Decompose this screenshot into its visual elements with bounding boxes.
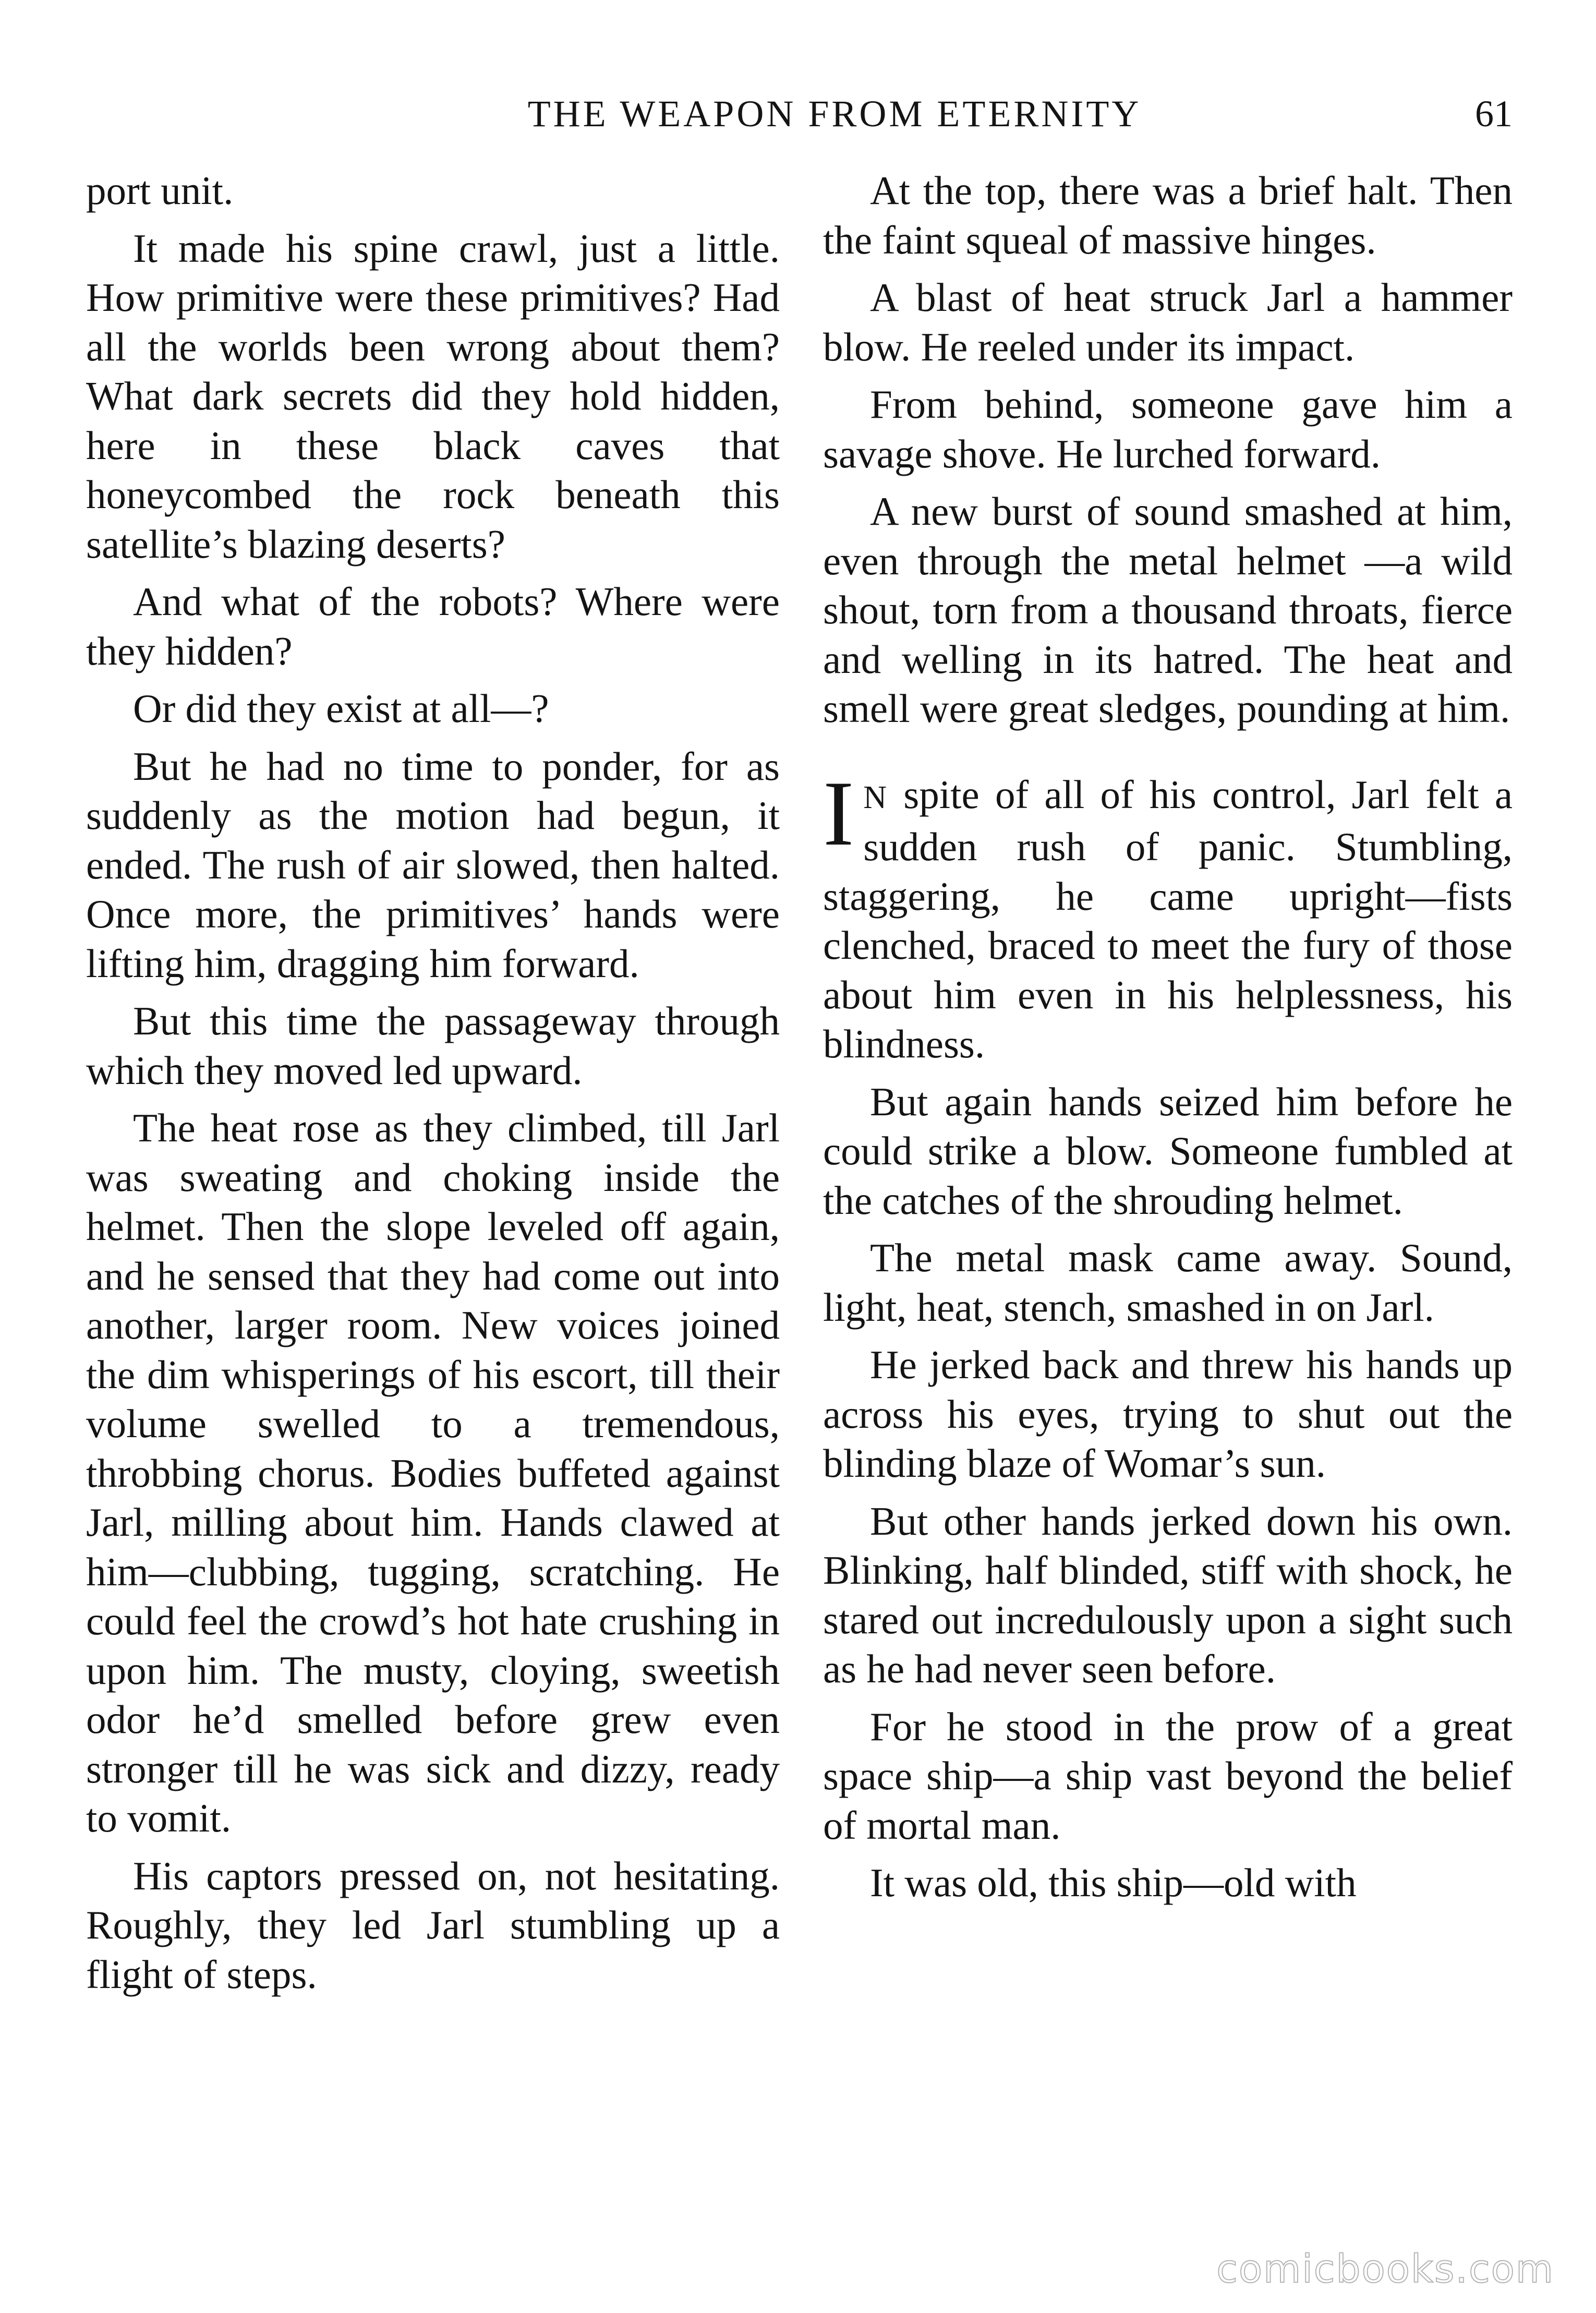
paragraph: But again hands seized him before he could strike a blow. Someone fumbled at the catches of the shrouding helmet.: [823, 1079, 1513, 1223]
paragraph: At the top, there was a brief halt. Then the faint squeal of massive hinges.: [823, 168, 1513, 262]
drop-cap: I: [823, 761, 854, 865]
section-opening-text: spite of all of his control, Jarl felt a sudden rush of panic. Stumbling, staggering, he came upright—fists clenched, braced to meet the fury of those about him even in his helplessness, his blindness.: [823, 772, 1513, 1066]
paragraph: Or did they exist at all—?: [133, 686, 549, 731]
paragraph: The metal mask came away. Sound, light, heat, stench, smashed in on Jarl.: [823, 1235, 1513, 1330]
left-column: [86, 166, 780, 2007]
watermark: comicbooks.com: [1216, 2247, 1554, 2292]
paragraph: The heat rose as they climbed, till Jarl was sweating and choking inside the helmet. Then the slope leveled off again, and he sensed that they had come out into another, larger room. New voices joined the dim whisperings of his escort, till their volume swelled to a tremendous, throbbing chorus. Bodies buffeted against Jarl, milling about him. Hands clawed at him—clubbing, tugging, scratching. He could feel the crowd’s hot hate crushing in upon him. The musty, cloying, sweetish odor he’d smelled before grew even stronger till he was sick and dizzy, ready to vomit.: [86, 1105, 780, 1840]
page-number: 61: [1475, 93, 1513, 135]
right-column: [823, 166, 1513, 1916]
paragraph: From behind, someone gave him a savage shove. He lurched forward.: [823, 382, 1513, 476]
running-head: [0, 88, 1596, 140]
paragraph: A blast of heat struck Jarl a hammer blow. He reeled under its impact.: [823, 275, 1513, 369]
paragraph: He jerked back and threw his hands up across his eyes, trying to shut out the blinding blaze of Womar’s sun.: [823, 1342, 1513, 1486]
paragraph: For he stood in the prow of a great space ship—a ship vast beyond the belief of mortal man.: [823, 1704, 1513, 1848]
paragraph: But other hands jerked down his own. Blinking, half blinded, stiff with shock, he stared out incredulously upon a sight such as he had never seen before.: [823, 1498, 1513, 1691]
running-title: THE WEAPON FROM ETERNITY: [527, 93, 1142, 135]
paragraph: And what of the robots? Where were they hidden?: [86, 579, 780, 673]
paragraph: But he had no time to ponder, for as suddenly as the motion had begun, it ended. The rush of air slowed, then halted. Once more, the primitives’ hands were lifting him, dragging him forward.: [86, 743, 780, 986]
paragraph: His captors pressed on, not hesitating. Roughly, they led Jarl stumbling up a flight of steps.: [86, 1853, 780, 1997]
lead-in-smallcaps: N: [863, 779, 888, 815]
paragraph: A new burst of sound smashed at him, even through the metal helmet —a wild shout, torn from a thousand throats, fierce and welling in its hatred. The heat and smell were great sledges, pounding at him.: [823, 489, 1513, 731]
paragraph: port unit.: [86, 168, 234, 213]
section-opening-paragraph: [823, 761, 1513, 1069]
paragraph: It made his spine crawl, just a little. How primitive were these primitives? Had all the worlds been wrong about them? What dark secrets did they hold hidden, here in these black caves that honeycombed the rock beneath this satellite’s blazing deserts?: [86, 225, 780, 567]
paragraph: It was old, this ship—old with: [870, 1860, 1357, 1905]
paragraph: But this time the passageway through which they moved led upward.: [86, 998, 780, 1093]
